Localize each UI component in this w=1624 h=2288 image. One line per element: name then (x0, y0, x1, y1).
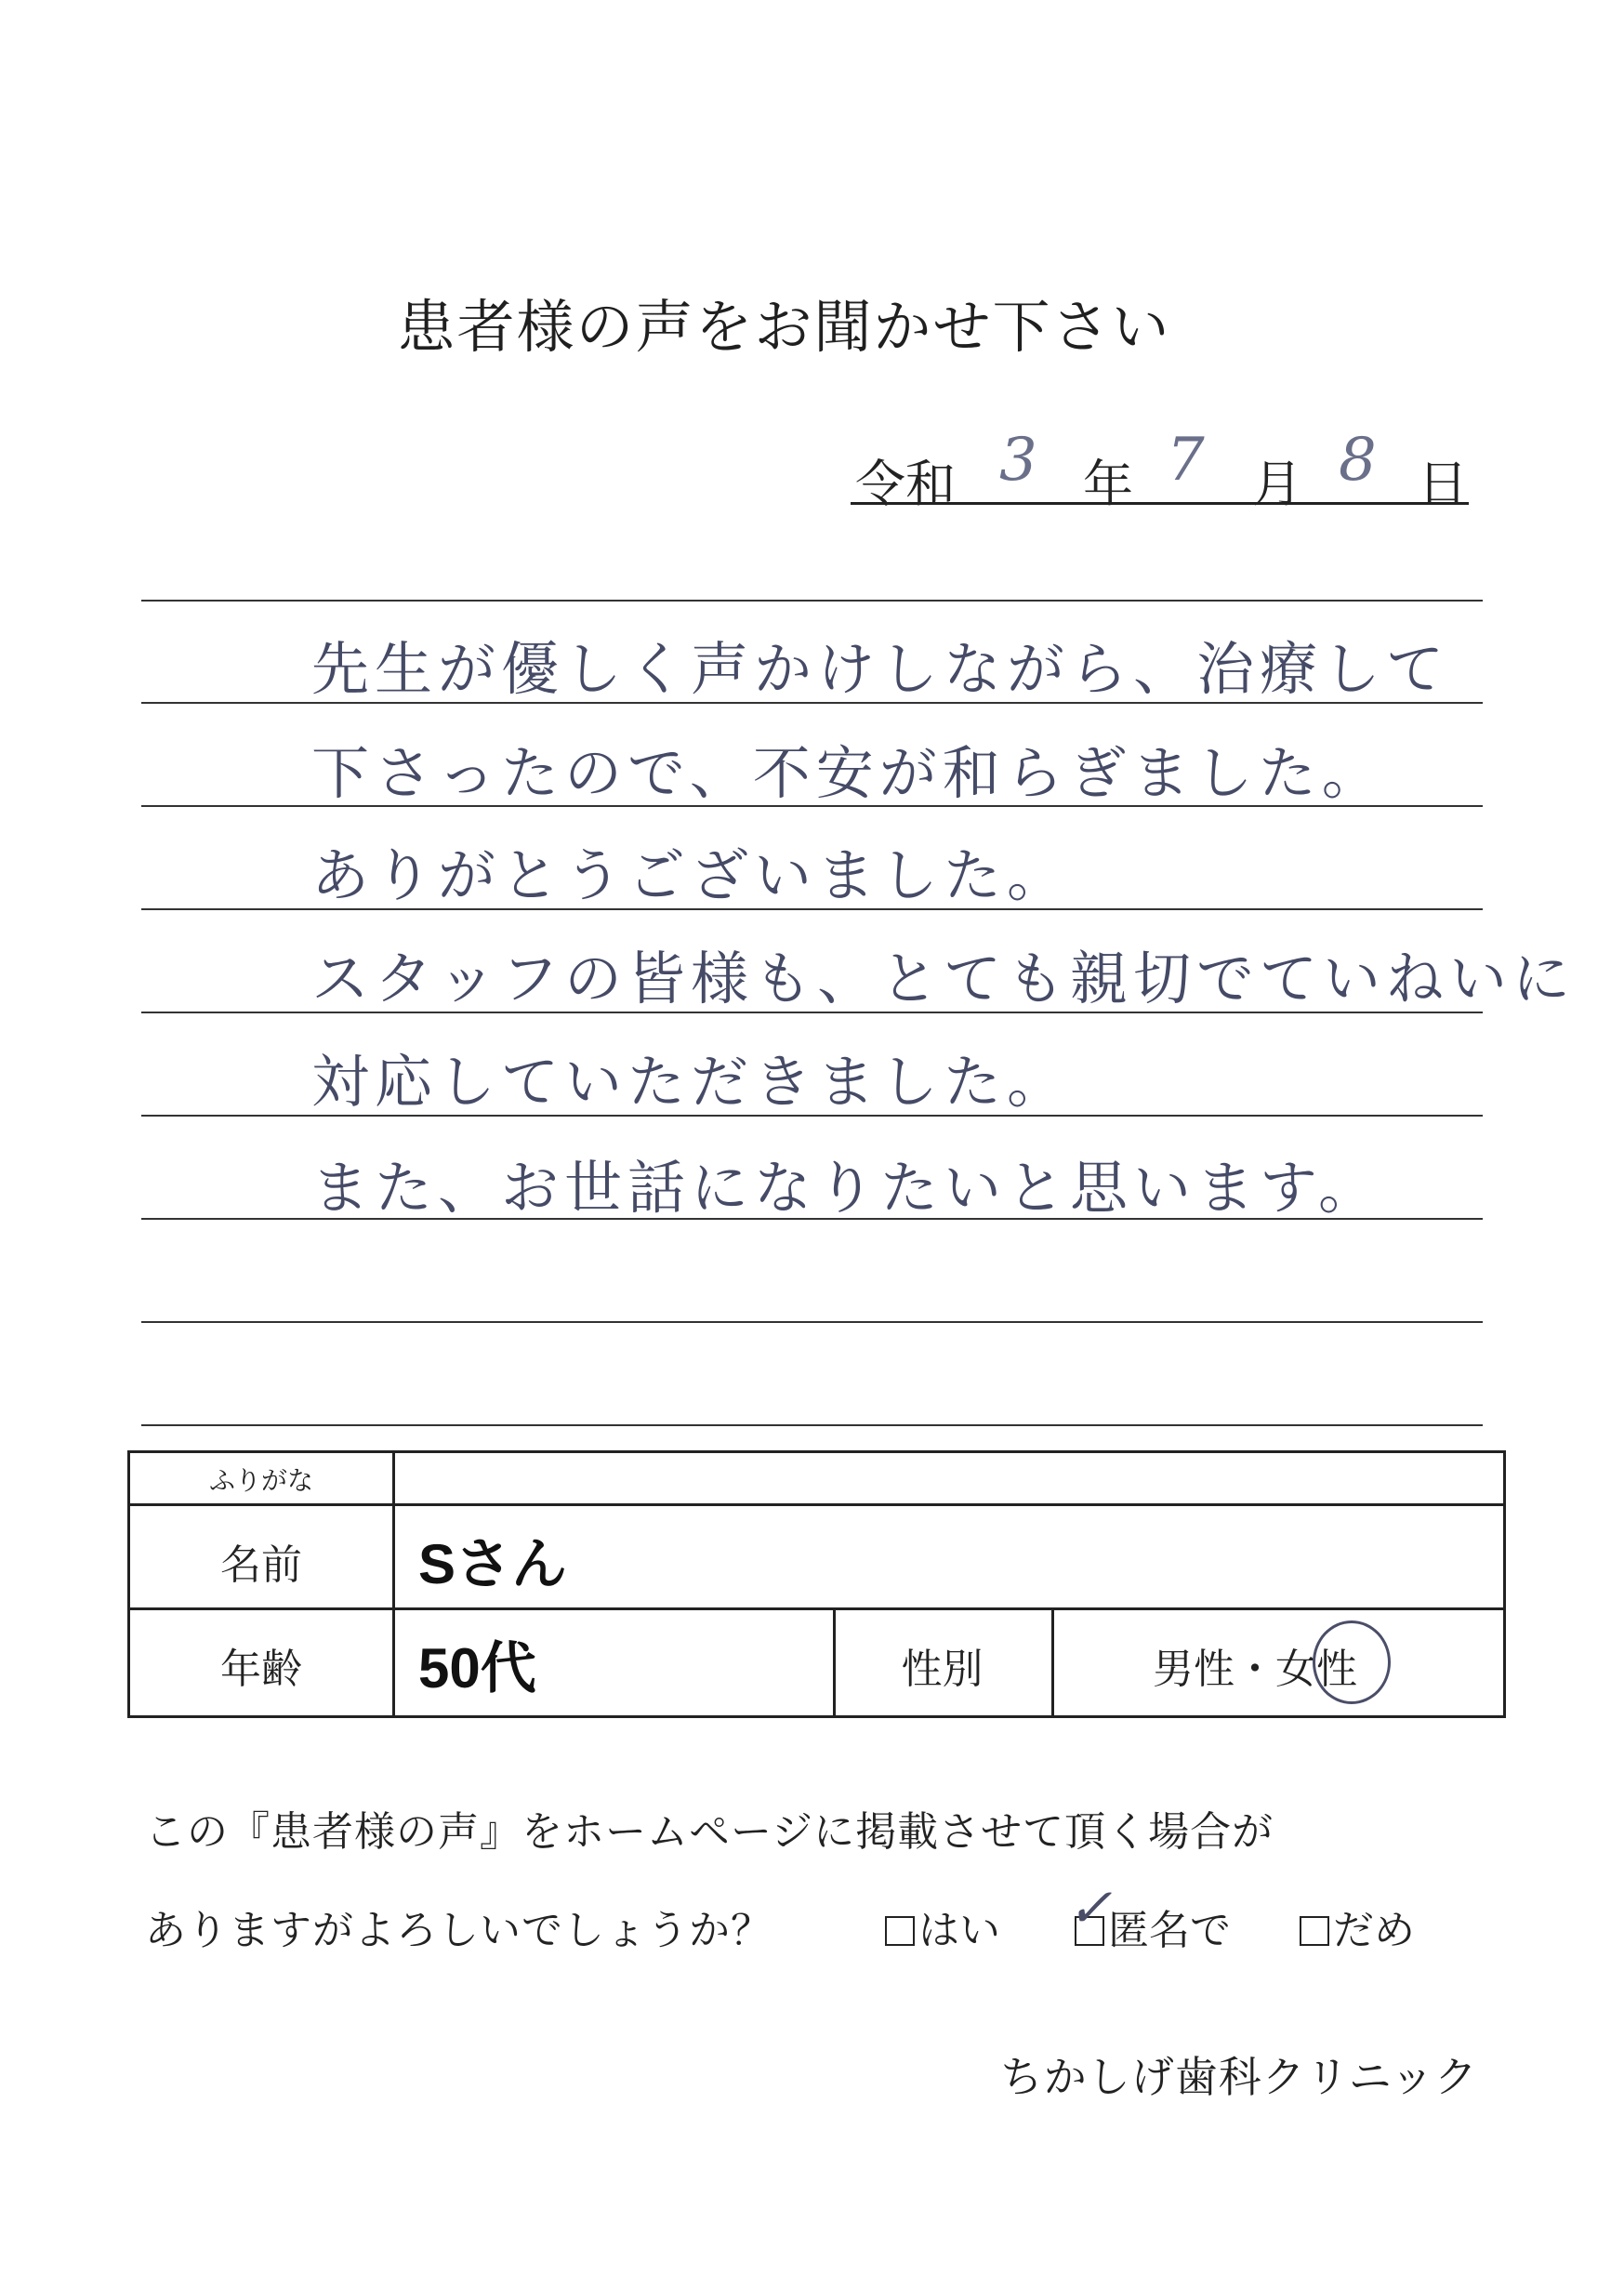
comment-rule (141, 1321, 1483, 1323)
comment-line-6: また、お世話になりたいと思います。 (311, 1154, 1382, 1222)
form-title: 患者様の声をお聞かせ下さい (397, 293, 1171, 361)
checkbox-icon[interactable] (885, 1916, 915, 1946)
age-label: 年齢 (220, 1646, 302, 1693)
consent-option-anonymous[interactable]: 匿名で (1075, 1897, 1231, 1956)
table-row-divider (130, 1503, 1503, 1506)
year-label: 年 (1083, 455, 1133, 513)
gender-selected-circle (1313, 1620, 1391, 1704)
patient-info-table (127, 1450, 1506, 1718)
comment-line-3: ありがとうございました。 (311, 841, 1071, 909)
name-value: Sさん (418, 1533, 568, 1595)
day-value: 8 (1339, 426, 1377, 495)
gender-options: 男性・女性 (1153, 1646, 1357, 1693)
table-col-divider (1051, 1607, 1054, 1715)
clinic-name: ちかしげ歯科クリニック (999, 2052, 1478, 2102)
era-label: 令和 (855, 455, 956, 513)
comment-line-4: スタッフの皆様も、とても親切でていねいに (311, 945, 1577, 1012)
month-label: 月 (1252, 455, 1302, 513)
comment-rule (141, 600, 1483, 602)
year-value: 3 (999, 426, 1037, 495)
month-value: 7 (1167, 426, 1205, 495)
table-col-divider (392, 1453, 395, 1715)
consent-question-line-1: この『患者様の声』をホームページに掲載させて頂く場合が (145, 1808, 1274, 1856)
day-label: 日 (1418, 455, 1468, 513)
name-label: 名前 (220, 1541, 302, 1589)
consent-option-yes[interactable]: はい (885, 1897, 1000, 1956)
comment-line-1: 先生が優しく声かけしながら、治療して (311, 635, 1450, 703)
comment-line-2: 下さったので、不安が和らぎました。 (311, 739, 1385, 807)
consent-option-no[interactable]: だめ (1300, 1897, 1415, 1956)
checkbox-icon[interactable] (1300, 1916, 1329, 1946)
furigana-label: ふりがな (208, 1465, 313, 1496)
table-row-divider (130, 1607, 1503, 1610)
check-mark-icon: ✓ (1067, 1876, 1113, 1939)
age-value: 50代 (418, 1637, 536, 1699)
gender-label: 性別 (901, 1646, 984, 1693)
comment-rule (141, 1424, 1483, 1426)
consent-question-line-2: ありますがよろしいでしょうか？ (145, 1907, 772, 1954)
comment-line-5: 対応していただきました。 (311, 1048, 1071, 1116)
date-field (851, 426, 1469, 513)
